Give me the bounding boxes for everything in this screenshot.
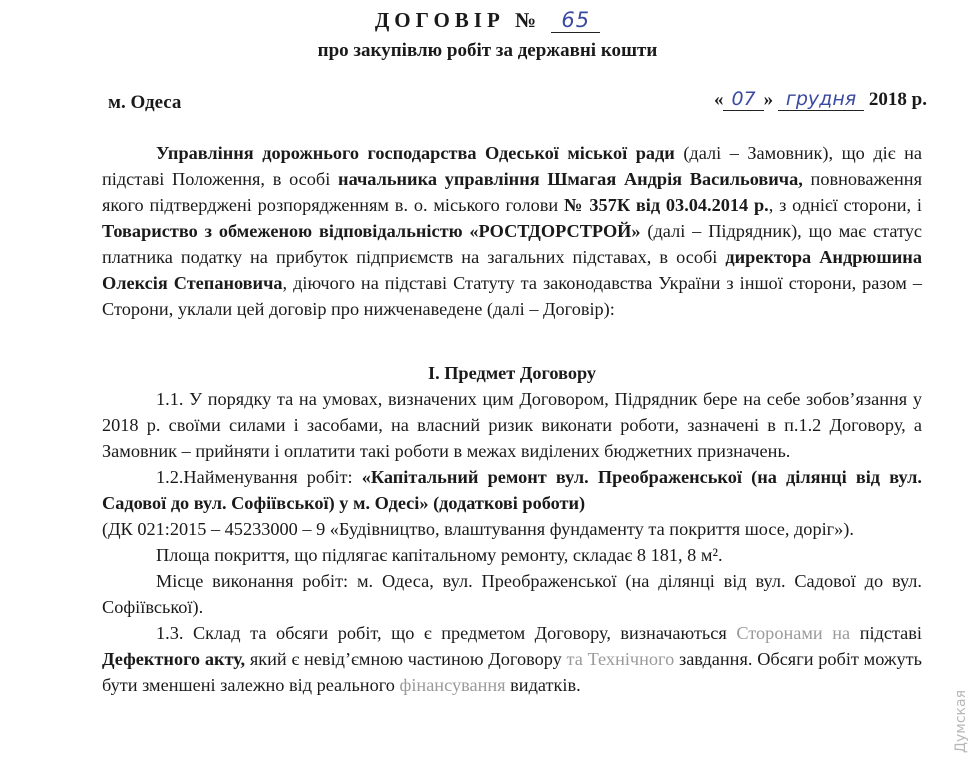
contract-title — [0, 8, 975, 33]
clause-1-3-text: завдання. Обсяги робіт можуть бути зменшені залежно від реального — [102, 649, 922, 695]
date-open-quote: « — [713, 89, 724, 110]
coverage-area: Площа покриття, що підлягає капітальному ремонту, складає 8 181, 8 м². — [156, 545, 723, 565]
clause-1-2 — [102, 464, 922, 516]
contract-subtitle: про закупівлю робіт за державні кошти — [317, 40, 658, 61]
section-heading: І. Предмет Договору — [427, 363, 597, 383]
clause-1-3-text: який є невід’ємною частиною Договору — [245, 649, 567, 669]
handwritten-contract-number: 65 — [551, 8, 600, 33]
faded-text: та Технічного — [566, 649, 675, 669]
work-location: Місце виконання робіт: м. Одеса, вул. Преображенської (на ділянці від вул. Садової до вул. Софіївської). — [102, 571, 922, 617]
clause-1-3 — [102, 620, 922, 698]
customer-name: Управління дорожнього господарства Одеської міської ради — [156, 143, 675, 163]
place-of-signing: м. Одеса — [108, 92, 182, 113]
clause-1-3-text: 1.3. Склад та обсяги робіт, що є предметом Договору, визначаються — [156, 623, 737, 643]
source-watermark: Думская — [953, 690, 969, 753]
title-prefix: ДОГОВІР № — [374, 8, 542, 32]
contractor-name: Товариство з обмеженою відповідальністю «РОСТДОРСТРОЙ» — [102, 221, 641, 241]
date-year: 2018 р. — [868, 89, 927, 110]
faded-text: фінансування — [399, 675, 506, 695]
customer-representative: начальника управління Шмагая Андрія Васильовича, — [338, 169, 803, 189]
preamble-text: (далі – Підрядник), що має статус платника податку на прибуток підприємств на загальних підставах, в особі — [102, 221, 922, 267]
order-reference: № 357К від 03.04.2014 р. — [563, 195, 769, 215]
preamble-paragraph — [102, 140, 922, 322]
contract-date — [714, 88, 927, 111]
clause-1-3-text: видатків. — [505, 675, 581, 695]
preamble-text: , з однієї сторони, і — [768, 195, 922, 215]
preamble-text: (далі – Замовник), що діє на підставі Положення, в особі — [102, 143, 922, 189]
clause-1-3-text: підставі — [850, 623, 923, 643]
section-1 — [102, 360, 922, 698]
defect-act: Дефектного акту, — [102, 649, 246, 669]
handwritten-month: грудня — [778, 88, 864, 111]
clause-1-1: 1.1. У порядку та на умовах, визначених цим Договором, Підрядник бере на себе зобов’язання у 2018 р. своїми силами і засобами, на власний ризик виконати роботи, зазначені в п.1.2 Договору, а Замовник – прийняти і оплатити такі роботи в межах виділених бюджетних призначень. — [102, 389, 922, 461]
clause-1-2-lead: 1.2.Найменування робіт: — [156, 467, 362, 487]
date-close-quote: » — [763, 89, 774, 110]
handwritten-day: 07 — [723, 88, 763, 111]
preamble-text: , діючого на підставі Статуту та законодавства України з іншої сторони, разом – Сторони, уклали цей договір про нижченаведене (далі – Договір): — [102, 273, 922, 319]
faded-text: Сторонами на — [736, 623, 851, 643]
works-name: «Капітальний ремонт вул. Преображенської (на ділянці від вул. Садової до вул. Софіївської) у м. Одесі» (додаткові роботи) — [102, 467, 922, 513]
preamble-text: повноваження якого підтверджені розпорядженням в. о. міського голови — [102, 169, 923, 215]
contractor-representative: директора Андрюшина Олексія Степановича — [102, 247, 922, 293]
classification-code: (ДК 021:2015 – 45233000 – 9 «Будівництво, влаштування фундаменту та покриття шосе, доріг»). — [102, 519, 854, 539]
